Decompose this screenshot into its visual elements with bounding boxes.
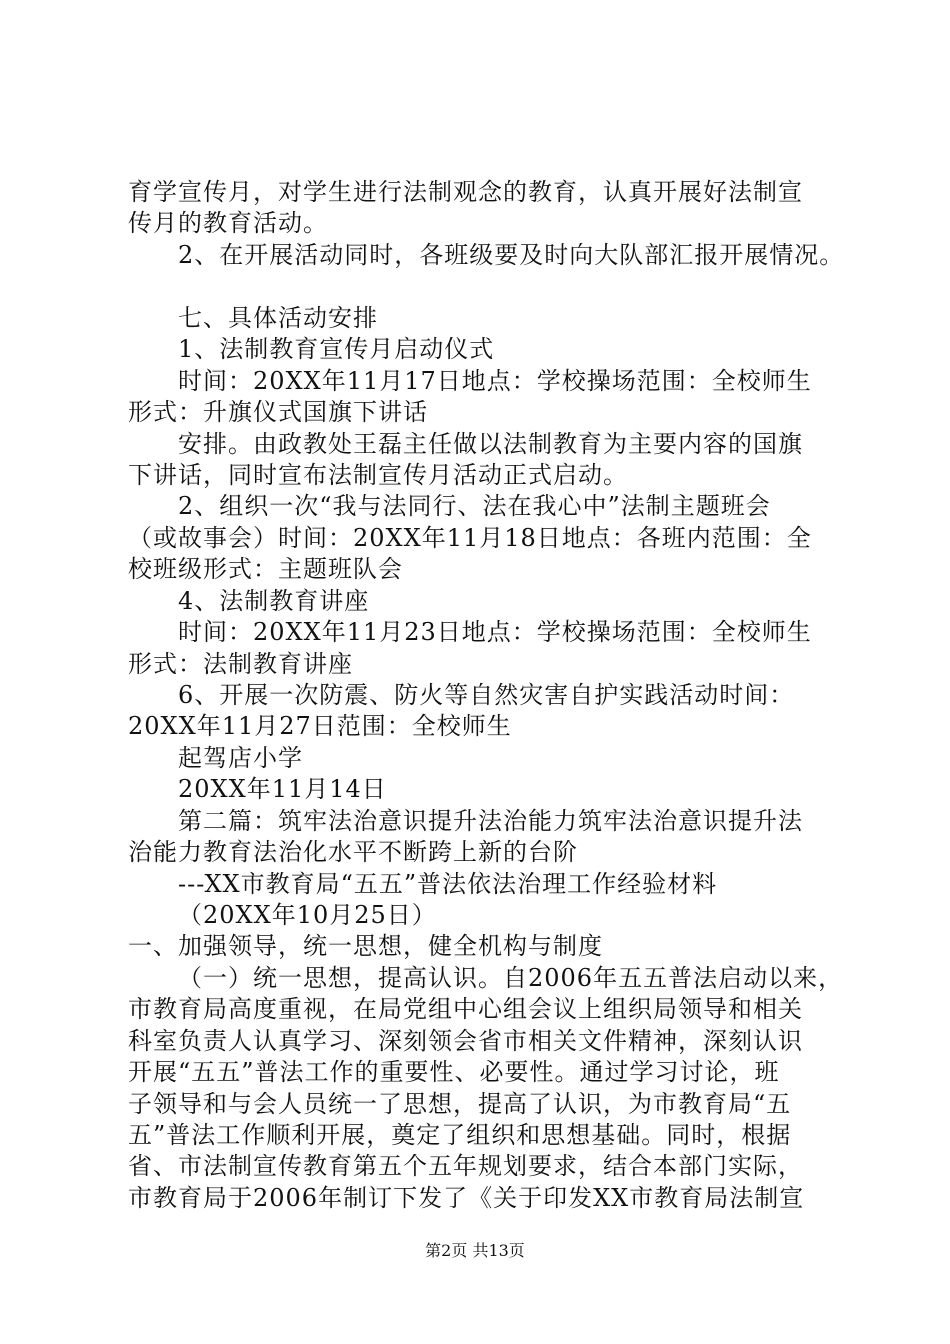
text-line: 4、法制教育讲座	[178, 587, 370, 615]
text-line: 育学宣传月，对学生进行法制观念的教育，认真开展好法制宣	[128, 178, 803, 206]
signature-date: 20XX年11月14日	[178, 775, 387, 803]
text-line: 2、组织一次“我与法同行、法在我心中”法制主题班会	[178, 492, 771, 520]
text-line: 时间：20XX年11月17日地点：学校操场范围：全校师生	[178, 367, 812, 395]
text-line: 子领导和与会人员统一了思想，提高了认识，为市教育局“五	[128, 1090, 792, 1118]
text-line: 时间：20XX年11月23日地点：学校操场范围：全校师生	[178, 618, 812, 646]
text-line: 安排。由政教处王磊主任做以法制教育为主要内容的国旗	[178, 430, 803, 458]
text-line: 形式：升旗仪式国旗下讲话	[128, 398, 428, 426]
section-heading: 七、具体活动安排	[178, 304, 378, 332]
text-line: 20XX年11月27日范围：全校师生	[128, 712, 512, 740]
signature-school: 起驾店小学	[178, 744, 303, 772]
text-line: 开展“五五”普法工作的重要性、必要性。通过学习讨论，班	[128, 1058, 780, 1086]
text-line: 6、开展一次防震、防火等自然灾害自护实践活动时间：	[178, 681, 795, 709]
text-line: 形式：法制教育讲座	[128, 650, 353, 678]
text-line: 科室负责人认真学习、深刻领会省市相关文件精神，深刻认识	[128, 1027, 803, 1055]
text-line: （一）统一思想，提高认识。自2006年五五普法启动以来，	[178, 964, 844, 992]
text-line: 市教育局于2006年制订下发了《关于印发XX市教育局法制宣	[128, 1184, 805, 1212]
chapter-date: （20XX年10月25日）	[178, 901, 437, 929]
text-line: 1、法制教育宣传月启动仪式	[178, 335, 495, 363]
page-number: 第2页 共13页	[425, 1241, 525, 1260]
text-line: 传月的教育活动。	[128, 209, 328, 237]
text-line: 下讲话，同时宣布法制宣传月活动正式启动。	[128, 461, 628, 489]
chapter-title: 第二篇：筑牢法治意识提升法治能力筑牢法治意识提升法	[178, 807, 803, 835]
text-line: 五”普法工作顺利开展，奠定了组织和思想基础。同时，根据	[128, 1121, 792, 1149]
section-heading: 一、加强领导，统一思想，健全机构与制度	[128, 932, 603, 960]
text-line: 2、在开展活动同时，各班级要及时向大队部汇报开展情况。	[178, 241, 845, 269]
chapter-subtitle: ---XX市教育局“五五”普法依法治理工作经验材料	[178, 870, 718, 898]
text-line: 市教育局高度重视，在局党组中心组会议上组织局领导和相关	[128, 995, 803, 1023]
text-line: 省、市法制宣传教育第五个五年规划要求，结合本部门实际，	[128, 1152, 803, 1180]
text-line: （或故事会）时间：20XX年11月18日地点：各班内范围：全	[128, 524, 812, 552]
text-line: 校班级形式：主题班队会	[128, 555, 403, 583]
chapter-title: 治能力教育法治化水平不断跨上新的台阶	[128, 838, 578, 866]
